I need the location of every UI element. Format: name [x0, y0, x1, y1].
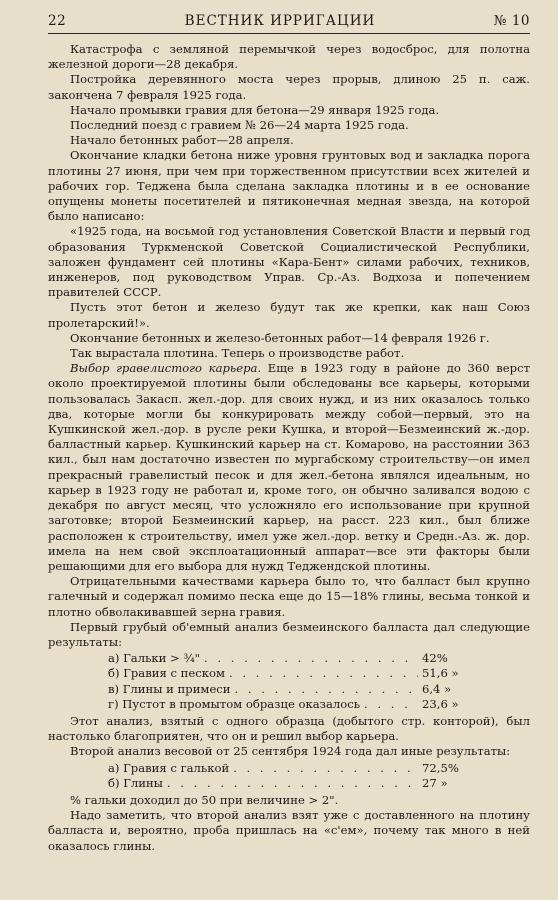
page-header: [48, 13, 530, 34]
gravel-note: % гальки доходил до 50 при величине > 2".: [70, 792, 339, 807]
paragraph: Так вырастала плотина. Теперь о производстве работ.: [70, 346, 405, 361]
analysis-1-list: [108, 651, 480, 712]
analysis-label: б) Глины: [108, 775, 163, 790]
analysis-row: [108, 651, 480, 666]
paragraph: Последний поезд с гравием № 26—24 марта 1925 года.: [70, 118, 409, 133]
inscription-quote: «1925 года, на восьмой год установления Советской Власти и первый год образования Туркменской Советской Социалистической Республики, заложен фундамент сей плотины «Кара-Бент» силами рабочих, техников, инженеров, под руководством Управ. Ср.-Аз. Водхоза и попечением правителей СССР.: [48, 224, 530, 300]
analysis-label: а) Гальки > ¾": [108, 651, 201, 666]
quarry-lead: Выбор гравелистого карьера.: [70, 361, 262, 376]
journal-title: ВЕСТНИК ИРРИГАЦИИ: [184, 13, 376, 29]
analysis-label: г) Пустот в промытом образце оказалось: [108, 696, 361, 711]
analysis-label: а) Гравия с галькой: [108, 760, 230, 775]
analysis-row: [108, 776, 480, 791]
paragraph: Постройка деревянного моста через прорыв, длиною 25 п. саж. закончена 7 февраля 1925 года.: [48, 72, 530, 102]
paragraph: Первый грубый об'емный анализ безмеинского балласта дал следующие результаты:: [48, 619, 530, 649]
paragraph: Отрицательными качествами карьера было то, что балласт был крупно галечный и содержал помимо песка еще до 15—18% глины, весьма тонкой и плотно обволакивавшей зерна гравия.: [48, 574, 530, 619]
analysis-value: 72,5%: [422, 760, 459, 775]
issue-number: № 10: [493, 13, 530, 29]
paragraph: Окончание кладки бетона ниже уровня грунтовых вод и закладка порога плотины 27 июня, при чем при торжественном присутствии всех жителей и рабочих гор. Теджена была сделана закладка плотины и в ее основание опущены монеты посетителей и пятиконечная медная звезда, на которой было написано:: [48, 148, 530, 224]
analysis-value: 23,6 »: [422, 696, 459, 711]
analysis-row: [108, 761, 480, 776]
analysis-label: в) Глины и примеси: [108, 681, 231, 696]
paragraph: Катастрофа с земляной перемычкой через водосброс, для полотна железной дороги—28 декабря.: [48, 42, 530, 72]
paragraph: Второй анализ весовой от 25 сентября 1924 года дал иные результаты:: [70, 744, 511, 759]
analysis-row: [108, 682, 480, 697]
inscription-quote-end: Пусть этот бетон и железо будут так же крепки, как наш Союз пролетарский!».: [48, 300, 530, 330]
quarry-paragraph: [48, 361, 530, 574]
analysis-value: 6,4 »: [422, 681, 452, 696]
analysis-value: 42%: [422, 651, 448, 666]
analysis-row: [108, 666, 480, 681]
analysis-value: 51,6 »: [422, 666, 459, 681]
paragraph: Этот анализ, взятый с одного образца (добытого стр. конторой), был настолько благоприятен, что он и решил выбор карьера.: [48, 713, 530, 744]
paragraph: Начало промывки гравия для бетона—29 января 1925 года.: [70, 102, 440, 117]
analysis-2-list: [108, 761, 480, 791]
page-number: 22: [48, 13, 67, 29]
paragraph: Окончание бетонных и железо-бетонных работ—14 февраля 1926 г.: [70, 330, 490, 345]
paragraph: Начало бетонных работ—28 апреля.: [70, 133, 294, 148]
article-body: [48, 42, 530, 854]
analysis-row: [108, 697, 480, 712]
analysis-label: б) Гравия с песком: [108, 666, 225, 681]
analysis-value: 27 »: [422, 775, 448, 790]
closing-paragraph: Надо заметить, что второй анализ взят уже с доставленного на плотину балласта и, вероятно, проба пришлась на «с'ем», почему так много в ней оказалось глины.: [48, 808, 530, 853]
quarry-text: Еще в 1923 году в районе до 360 верст около проектируемой плотины были обследованы все карьеры, которыми пользовалась Закасп. жел.-дор. для своих нужд, и из них оказалось только два, которые могли бы конкурировать между собой—первый, это на Кушкинской жел.-дор. в русле реки Кушка, и второй—Безмеинский ж.-дор. балластный карьер. Кушкинский карьер на ст. Комарово, на расстоянии 363 кил., был нам достаточно известен по мургабскому строительству—он имел прекрасный гравелистый песок и для жел.-бетона являлся идеальным, но карьер в 1923 году не работал и, кроме того, он обычно заливался водою с декабря по август месяц, что усложняло его использование при крупной заготовке; второй Безмеинский карьер, на расст. 223 кил., был ближе расположен к строительству, имел уже жел.-дор. ветку и Средн.-Аз. ж. дор. имела на нем свой эксплоатационный аппарат—все эти факторы были решающими для его выбора для нужд Теджендской плотины.: [48, 361, 530, 573]
